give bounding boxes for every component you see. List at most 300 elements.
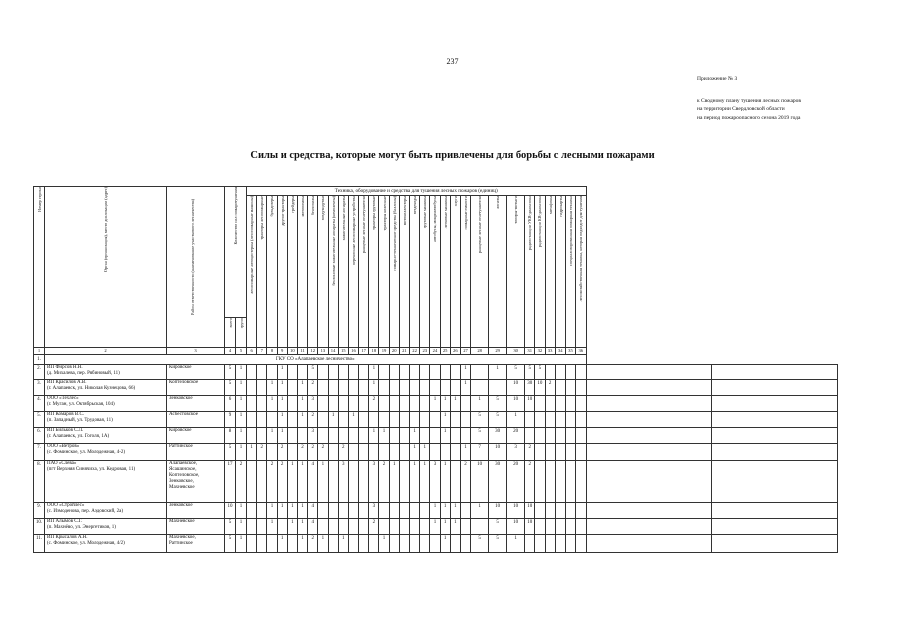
data-cell: 5 bbox=[489, 412, 507, 428]
data-cell bbox=[712, 380, 838, 396]
data-cell bbox=[399, 380, 409, 396]
column-number: 18 bbox=[369, 348, 379, 355]
data-cell: 2 bbox=[308, 412, 318, 428]
data-cell: 1 bbox=[440, 519, 450, 535]
header-equipment-col bbox=[420, 196, 430, 348]
data-cell bbox=[318, 519, 328, 535]
data-cell: 20 bbox=[507, 461, 525, 503]
table-row bbox=[34, 365, 838, 380]
row-number: 6. bbox=[34, 428, 45, 444]
organization-line: ИП Бильков С.Л. bbox=[47, 428, 84, 433]
header-equipment-label: грузовые машины bbox=[422, 196, 428, 229]
data-cell bbox=[338, 428, 348, 444]
row-organization bbox=[45, 380, 167, 396]
header-equipment-label: радиостанции КВ-диапазона bbox=[537, 196, 543, 248]
data-cell: 4 bbox=[308, 503, 318, 519]
data-cell: 1 bbox=[348, 412, 358, 428]
document-heading: Силы и средства, которые могут быть привлечены для борьбы с лесными пожарами bbox=[250, 150, 655, 161]
data-cell: 2 bbox=[297, 444, 307, 461]
header-equipment-col bbox=[389, 196, 399, 348]
data-cell bbox=[267, 535, 277, 553]
header-district bbox=[167, 187, 225, 348]
data-cell: 2 bbox=[369, 519, 379, 535]
data-cell bbox=[410, 412, 420, 428]
data-cell: 5 bbox=[535, 365, 545, 380]
organization-line: ИП Красилов А.В. bbox=[47, 380, 87, 385]
data-cell bbox=[545, 365, 555, 380]
district-line: Раттинское bbox=[169, 444, 193, 449]
data-cell bbox=[712, 396, 838, 412]
organization-line: (г. Муган, ул. Октябрьская, 104) bbox=[47, 402, 115, 407]
data-cell: 10 bbox=[525, 396, 535, 412]
appendix-title: Приложение № 3 bbox=[697, 76, 738, 82]
district-line: Асбестовское bbox=[169, 412, 198, 417]
data-cell bbox=[369, 535, 379, 553]
data-cell bbox=[450, 428, 460, 444]
data-cell bbox=[348, 503, 358, 519]
header-equipment-col bbox=[308, 196, 318, 348]
header-equipment-label: тракторы грузовые bbox=[371, 196, 377, 230]
data-cell bbox=[399, 461, 409, 503]
header-equipment-col bbox=[576, 196, 586, 348]
data-cell bbox=[328, 461, 338, 503]
data-cell bbox=[338, 396, 348, 412]
data-cell bbox=[338, 503, 348, 519]
header-equipment-col bbox=[267, 196, 277, 348]
data-cell bbox=[247, 461, 257, 503]
district-line: Махневское bbox=[169, 485, 195, 490]
data-cell bbox=[586, 519, 712, 535]
row-organization bbox=[45, 365, 167, 380]
data-cell: 4 bbox=[308, 461, 318, 503]
data-cell bbox=[450, 444, 460, 461]
data-cell bbox=[555, 503, 565, 519]
data-cell bbox=[359, 428, 369, 444]
header-equipment-col bbox=[348, 196, 358, 348]
data-cell: 5 bbox=[225, 535, 236, 553]
column-number: 15 bbox=[338, 348, 348, 355]
data-cell bbox=[247, 535, 257, 553]
header-equipment-col bbox=[297, 196, 307, 348]
data-cell bbox=[287, 444, 297, 461]
header-equipment-label: ранцевые лесные огнетушители bbox=[361, 196, 367, 254]
data-cell: 1 bbox=[297, 503, 307, 519]
header-equipment-col bbox=[460, 196, 470, 348]
data-cell bbox=[328, 535, 338, 553]
data-cell bbox=[576, 365, 586, 380]
data-cell bbox=[328, 428, 338, 444]
organization-line: (п. Махнёво, ул. Энергетиков, 1) bbox=[47, 525, 116, 530]
data-cell: 7 bbox=[471, 444, 489, 461]
row-number: 9. bbox=[34, 503, 45, 519]
column-number: 19 bbox=[379, 348, 389, 355]
data-cell: 2 bbox=[308, 444, 318, 461]
data-cell bbox=[460, 428, 470, 444]
data-cell bbox=[338, 412, 348, 428]
header-equipment-col bbox=[369, 196, 379, 348]
data-cell bbox=[535, 503, 545, 519]
data-cell: 1 bbox=[277, 535, 287, 553]
data-cell: 9 bbox=[225, 412, 236, 428]
data-cell bbox=[535, 519, 545, 535]
data-cell: 1 bbox=[297, 461, 307, 503]
data-cell bbox=[576, 428, 586, 444]
data-cell: 4 bbox=[308, 519, 318, 535]
data-cell bbox=[287, 428, 297, 444]
row-organization bbox=[45, 519, 167, 535]
data-cell bbox=[430, 365, 440, 380]
data-cell: 5 bbox=[225, 380, 236, 396]
header-equipment-col bbox=[399, 196, 409, 348]
data-cell: 10 bbox=[507, 380, 525, 396]
data-cell: 20 bbox=[507, 428, 525, 444]
data-cell bbox=[257, 535, 267, 553]
data-cell bbox=[440, 380, 450, 396]
header-equipment-col bbox=[359, 196, 369, 348]
data-cell bbox=[257, 428, 267, 444]
data-cell: 1 bbox=[450, 503, 460, 519]
data-cell bbox=[450, 380, 460, 396]
district-line: Раттинское bbox=[169, 541, 193, 546]
data-cell: 1 bbox=[507, 535, 525, 553]
data-cell bbox=[555, 444, 565, 461]
header-equipment-label: мотоколлекторы bbox=[401, 196, 407, 226]
table-row bbox=[34, 412, 838, 428]
data-cell: 1 bbox=[236, 535, 247, 553]
data-cell bbox=[420, 365, 430, 380]
data-cell bbox=[555, 428, 565, 444]
data-cell: 1 bbox=[450, 519, 460, 535]
header-personnel-total bbox=[225, 318, 236, 348]
data-cell bbox=[379, 396, 389, 412]
data-cell: 1 bbox=[471, 396, 489, 412]
data-cell: 1 bbox=[410, 428, 420, 444]
data-cell: 1 bbox=[236, 412, 247, 428]
column-number: 7 bbox=[257, 348, 267, 355]
data-cell: 5 bbox=[489, 396, 507, 412]
data-cell bbox=[287, 365, 297, 380]
data-cell bbox=[328, 396, 338, 412]
header-equipment-label: радиостанции УКВ-диапазона bbox=[527, 196, 533, 251]
column-number: 9 bbox=[277, 348, 287, 355]
column-number: 34 bbox=[555, 348, 565, 355]
section-row-label: ГКУ СО «Алапаевское лесничество» bbox=[45, 355, 587, 365]
data-cell bbox=[535, 444, 545, 461]
row-number: 8. bbox=[34, 461, 45, 503]
data-cell bbox=[545, 428, 555, 444]
data-cell: 5 bbox=[471, 535, 489, 553]
data-cell bbox=[399, 444, 409, 461]
data-cell bbox=[586, 444, 712, 461]
data-cell bbox=[318, 503, 328, 519]
data-cell: 1 bbox=[430, 396, 440, 412]
column-number: 1 bbox=[34, 348, 45, 355]
data-cell: 1 bbox=[369, 428, 379, 444]
data-cell: 1 bbox=[440, 535, 450, 553]
header-equipment-label: легковые машины bbox=[442, 196, 448, 229]
data-cell: 1 bbox=[338, 535, 348, 553]
data-cell bbox=[555, 535, 565, 553]
data-cell bbox=[399, 503, 409, 519]
data-cell bbox=[535, 535, 545, 553]
data-cell: 1 bbox=[267, 380, 277, 396]
data-cell: 1 bbox=[369, 365, 379, 380]
data-cell bbox=[328, 519, 338, 535]
data-cell bbox=[420, 428, 430, 444]
data-cell bbox=[450, 535, 460, 553]
organization-line: ПАО «Слева» bbox=[47, 461, 77, 466]
header-equipment-col bbox=[410, 196, 420, 348]
data-cell: 10 bbox=[507, 519, 525, 535]
data-cell: 5 bbox=[225, 365, 236, 380]
data-cell: 1 bbox=[236, 428, 247, 444]
header-equipment-label: другие тракторы bbox=[279, 196, 285, 226]
data-cell: 1 bbox=[410, 461, 420, 503]
data-cell: 2 bbox=[525, 461, 535, 503]
row-number: 7. bbox=[34, 444, 45, 461]
row-number: 4. bbox=[34, 396, 45, 412]
organization-line: ИП Крысалов А.Н. bbox=[47, 535, 88, 540]
data-cell bbox=[247, 380, 257, 396]
data-cell: 5 bbox=[471, 412, 489, 428]
data-cell bbox=[586, 503, 712, 519]
header-equipment-col bbox=[277, 196, 287, 348]
column-number: 30 bbox=[507, 348, 525, 355]
organization-line: (с. Измоденова, пер. Аэдовский, 2а) bbox=[47, 509, 124, 514]
header-equipment-label: тракторы колесные bbox=[381, 196, 387, 231]
data-cell bbox=[247, 396, 257, 412]
data-cell bbox=[450, 365, 460, 380]
data-cell bbox=[460, 412, 470, 428]
data-cell: 10 bbox=[525, 503, 535, 519]
data-cell bbox=[348, 444, 358, 461]
organization-line: ИП Комаров В.С. bbox=[47, 412, 85, 417]
header-equipment-col bbox=[507, 196, 525, 348]
organization-line: (с. Фоминское, ул. Молодежная, 4-2) bbox=[47, 450, 126, 455]
data-cell: 1 bbox=[236, 380, 247, 396]
header-district-label: Район ответственности (наименование участкового лесничества) bbox=[189, 198, 195, 316]
data-cell: 1 bbox=[420, 444, 430, 461]
data-cell bbox=[348, 380, 358, 396]
header-equipment-label: зажигательные аппараты bbox=[340, 196, 346, 241]
data-cell: 2 bbox=[236, 461, 247, 503]
column-number: 6 bbox=[247, 348, 257, 355]
data-cell bbox=[430, 380, 440, 396]
data-cell bbox=[489, 380, 507, 396]
data-cell bbox=[712, 412, 838, 428]
data-cell: 1 bbox=[440, 503, 450, 519]
header-equipment-label: воздуходувки bbox=[320, 196, 326, 221]
header-equipment-col bbox=[471, 196, 489, 348]
row-organization bbox=[45, 444, 167, 461]
district-line: Ясашинское, bbox=[169, 467, 197, 472]
data-cell bbox=[576, 444, 586, 461]
column-number: 29 bbox=[489, 348, 507, 355]
data-cell: 1 bbox=[277, 503, 287, 519]
data-cell bbox=[257, 412, 267, 428]
data-cell bbox=[545, 503, 555, 519]
data-cell bbox=[460, 503, 470, 519]
header-equipment-col bbox=[545, 196, 555, 348]
data-cell bbox=[545, 535, 555, 553]
data-cell bbox=[545, 444, 555, 461]
data-cell bbox=[389, 365, 399, 380]
appendix-subtitle bbox=[697, 97, 801, 122]
data-cell bbox=[287, 412, 297, 428]
data-cell: 1 bbox=[440, 461, 450, 503]
data-cell: 5 bbox=[225, 444, 236, 461]
header-equipment-col bbox=[338, 196, 348, 348]
district-line: Кировское bbox=[169, 428, 192, 433]
header-equipment-label: лесопожарные автоцистерны (лесопожарные машины) bbox=[249, 196, 255, 294]
data-cell bbox=[576, 380, 586, 396]
header-equipment-label: тракторы лесопожарные bbox=[259, 196, 265, 240]
row-organization bbox=[45, 412, 167, 428]
district-line: Зенковское bbox=[169, 396, 193, 401]
organization-line: (г. Алапаевск, ул. Гоголя, 1А) bbox=[47, 434, 110, 439]
data-cell bbox=[555, 412, 565, 428]
header-personnel-label: Количество сил пожаротушения bbox=[233, 187, 238, 245]
data-cell bbox=[555, 461, 565, 503]
district-line: Махневское bbox=[169, 519, 195, 524]
data-cell bbox=[712, 428, 838, 444]
data-cell bbox=[545, 412, 555, 428]
header-equipment-col bbox=[430, 196, 440, 348]
data-cell bbox=[348, 535, 358, 553]
organization-line: (г. Алапаевск, ул. Николая Кузнецова, 66) bbox=[47, 386, 136, 391]
row-district bbox=[167, 396, 225, 412]
data-cell: 1 bbox=[440, 396, 450, 412]
header-equipment-col bbox=[287, 196, 297, 348]
data-cell: 3 bbox=[369, 503, 379, 519]
data-cell bbox=[379, 519, 389, 535]
data-cell bbox=[420, 396, 430, 412]
data-cell: 2 bbox=[338, 444, 348, 461]
data-cell bbox=[712, 503, 838, 519]
row-district bbox=[167, 428, 225, 444]
organization-line: (п. Западный, ул. Трудовая, 11) bbox=[47, 418, 113, 423]
data-cell bbox=[471, 380, 489, 396]
data-cell bbox=[450, 461, 460, 503]
data-cell: 6 bbox=[225, 396, 236, 412]
forces-table bbox=[33, 186, 838, 553]
data-cell: 30 bbox=[489, 428, 507, 444]
data-cell: 1 bbox=[277, 428, 287, 444]
header-equipment-label: бензиновые зажигательные аппараты (комплекты) bbox=[330, 196, 336, 286]
data-cell bbox=[247, 365, 257, 380]
data-cell bbox=[576, 519, 586, 535]
row-district bbox=[167, 519, 225, 535]
data-cell bbox=[576, 503, 586, 519]
data-cell bbox=[565, 380, 575, 396]
data-cell bbox=[565, 365, 575, 380]
data-cell: 1 bbox=[450, 396, 460, 412]
header-equipment-col bbox=[565, 196, 575, 348]
column-number: 35 bbox=[565, 348, 575, 355]
data-cell: 1 bbox=[430, 503, 440, 519]
data-cell bbox=[257, 461, 267, 503]
appendix-line: к Сводному плану тушения лесных пожаров bbox=[697, 98, 802, 104]
data-cell bbox=[712, 444, 838, 461]
data-cell: 5 bbox=[525, 365, 535, 380]
data-cell: 1 bbox=[318, 461, 328, 503]
data-cell bbox=[586, 365, 712, 380]
header-equipment-label: гидрокарты bbox=[557, 196, 563, 217]
data-cell bbox=[328, 365, 338, 380]
appendix-line: на период пожароопасного сезона 2019 года bbox=[697, 114, 801, 121]
data-cell bbox=[545, 461, 555, 503]
data-cell bbox=[420, 519, 430, 535]
data-cell: 5 bbox=[489, 519, 507, 535]
data-cell bbox=[338, 365, 348, 380]
data-cell bbox=[318, 428, 328, 444]
header-equipment-label: грейдеры bbox=[289, 196, 295, 213]
column-number: 23 bbox=[420, 348, 430, 355]
data-cell: 1 bbox=[440, 412, 450, 428]
header-equipment-label: вездеходы bbox=[412, 196, 418, 215]
column-number: 16 bbox=[348, 348, 358, 355]
data-cell: 1 bbox=[460, 444, 470, 461]
row-number: 11. bbox=[34, 535, 45, 553]
column-number: 20 bbox=[389, 348, 399, 355]
data-cell bbox=[430, 535, 440, 553]
header-equipment-label: бульдозеры bbox=[269, 196, 275, 217]
data-cell bbox=[420, 380, 430, 396]
data-cell: 1 bbox=[236, 365, 247, 380]
column-number: 27 bbox=[460, 348, 470, 355]
row-district bbox=[167, 461, 225, 503]
data-cell: 1 bbox=[460, 365, 470, 380]
data-cell: 1 bbox=[297, 380, 307, 396]
data-cell bbox=[348, 519, 358, 535]
data-cell: 1 bbox=[328, 412, 338, 428]
data-cell: 3 bbox=[507, 444, 525, 461]
data-cell: 17 bbox=[225, 461, 236, 503]
header-equipment-label: мотопомпы bbox=[300, 196, 306, 217]
data-cell: 1 bbox=[236, 444, 247, 461]
data-cell bbox=[359, 396, 369, 412]
data-cell bbox=[287, 396, 297, 412]
column-number: 21 bbox=[399, 348, 409, 355]
data-cell bbox=[399, 365, 409, 380]
data-cell bbox=[287, 380, 297, 396]
row-organization bbox=[45, 461, 167, 503]
data-cell bbox=[420, 535, 430, 553]
row-number: 5. bbox=[34, 412, 45, 428]
row-number: 3. bbox=[34, 380, 45, 396]
data-cell bbox=[257, 365, 267, 380]
data-cell bbox=[576, 412, 586, 428]
data-cell bbox=[420, 503, 430, 519]
row-district bbox=[167, 365, 225, 380]
data-cell bbox=[565, 444, 575, 461]
header-equipment-col bbox=[440, 196, 450, 348]
data-cell: 1 bbox=[236, 503, 247, 519]
data-cell: 1 bbox=[369, 380, 379, 396]
header-equipment-label: пожарно-технические средства (баллоны) bbox=[391, 196, 397, 271]
data-cell: 2 bbox=[257, 444, 267, 461]
data-cell bbox=[328, 444, 338, 461]
data-cell bbox=[348, 461, 358, 503]
data-cell bbox=[348, 428, 358, 444]
data-cell bbox=[369, 412, 379, 428]
data-cell bbox=[297, 428, 307, 444]
data-cell bbox=[338, 380, 348, 396]
data-cell bbox=[450, 412, 460, 428]
data-cell: 1 bbox=[247, 444, 257, 461]
district-line: Алапаевское, bbox=[169, 461, 198, 466]
row-organization bbox=[45, 503, 167, 519]
